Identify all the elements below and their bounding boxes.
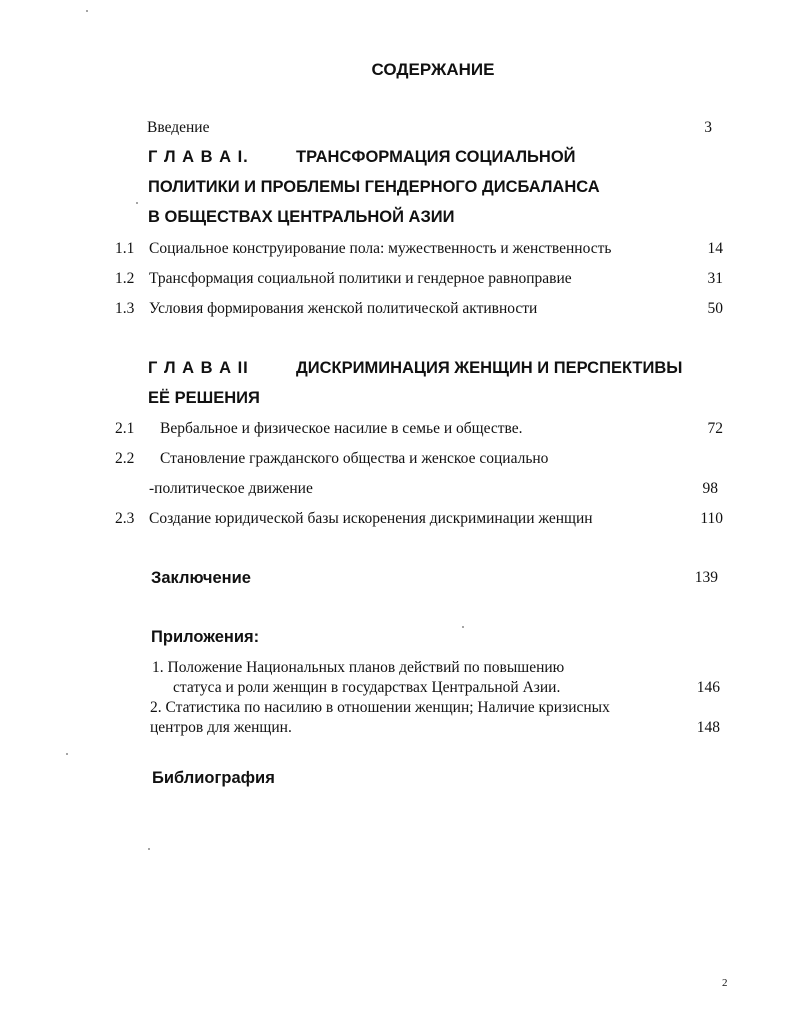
chapter-1-heading-line3: В ОБЩЕСТВАХ ЦЕНТРАЛЬНОЙ АЗИИ bbox=[148, 208, 455, 226]
section-2-1-page: 72 bbox=[707, 420, 723, 437]
section-1-2-page: 31 bbox=[707, 270, 723, 287]
chapter-1-marker: Г Л А В А I. bbox=[148, 148, 249, 166]
chapter-2-heading-line2: ЕЁ РЕШЕНИЯ bbox=[148, 389, 260, 407]
page-number: 2 bbox=[722, 977, 728, 989]
section-1-3-page: 50 bbox=[707, 300, 723, 317]
section-1-3-title: Условия формирования женской политической активности bbox=[149, 300, 538, 317]
section-2-3-page: 110 bbox=[700, 510, 723, 527]
toc-intro-label: Введение bbox=[147, 119, 210, 136]
section-1-1-title: Социальное конструирование пола: мужественность и женственность bbox=[149, 240, 612, 257]
section-1-1-page: 14 bbox=[707, 240, 723, 257]
chapter-1-heading-line1: ТРАНСФОРМАЦИЯ СОЦИАЛЬНОЙ bbox=[296, 148, 576, 166]
toc-intro-page: 3 bbox=[704, 119, 712, 136]
conclusion-page: 139 bbox=[694, 569, 718, 586]
appendix-1-line2: статуса и роли женщин в государствах Центральной Азии. bbox=[173, 679, 561, 696]
scan-speck bbox=[66, 753, 68, 755]
scan-speck bbox=[86, 10, 88, 12]
section-2-2-page: 98 bbox=[702, 480, 718, 497]
scan-speck bbox=[462, 626, 464, 628]
section-2-1-title: Вербальное и физическое насилие в семье и обществе. bbox=[160, 420, 523, 437]
section-2-2-title: Становление гражданского общества и женское социально bbox=[160, 450, 549, 467]
section-2-3-num: 2.3 bbox=[115, 510, 135, 527]
appendix-1-page: 146 bbox=[696, 679, 720, 696]
appendices-label: Приложения: bbox=[151, 628, 260, 646]
chapter-2-marker: Г Л А В А II bbox=[148, 359, 249, 377]
section-1-2-title: Трансформация социальной политики и гендерное равноправие bbox=[149, 270, 572, 287]
section-2-2-num: 2.2 bbox=[115, 450, 135, 467]
appendix-2-line1: 2. Статистика по насилию в отношении женщин; Наличие кризисных bbox=[150, 699, 610, 716]
page-title: СОДЕРЖАНИЕ bbox=[371, 60, 495, 79]
scan-speck bbox=[148, 848, 150, 850]
section-1-3-num: 1.3 bbox=[115, 300, 135, 317]
section-2-3-title: Создание юридической базы искоренения дискриминации женщин bbox=[149, 510, 593, 527]
chapter-1-heading-line2: ПОЛИТИКИ И ПРОБЛЕМЫ ГЕНДЕРНОГО ДИСБАЛАНСА bbox=[148, 178, 600, 196]
conclusion-label: Заключение bbox=[151, 569, 251, 587]
bibliography-label: Библиография bbox=[152, 769, 275, 787]
appendix-1-line1: 1. Положение Национальных планов действий по повышению bbox=[152, 659, 565, 676]
chapter-2-heading-line1: ДИСКРИМИНАЦИЯ ЖЕНЩИН И ПЕРСПЕКТИВЫ bbox=[296, 359, 683, 377]
section-1-1-num: 1.1 bbox=[115, 240, 135, 257]
scan-speck bbox=[136, 202, 138, 204]
section-2-2-title-cont: -политическое движение bbox=[149, 480, 313, 497]
section-1-2-num: 1.2 bbox=[115, 270, 135, 287]
section-2-1-num: 2.1 bbox=[115, 420, 135, 437]
appendix-2-page: 148 bbox=[696, 719, 720, 736]
appendix-2-line2: центров для женщин. bbox=[150, 719, 292, 736]
